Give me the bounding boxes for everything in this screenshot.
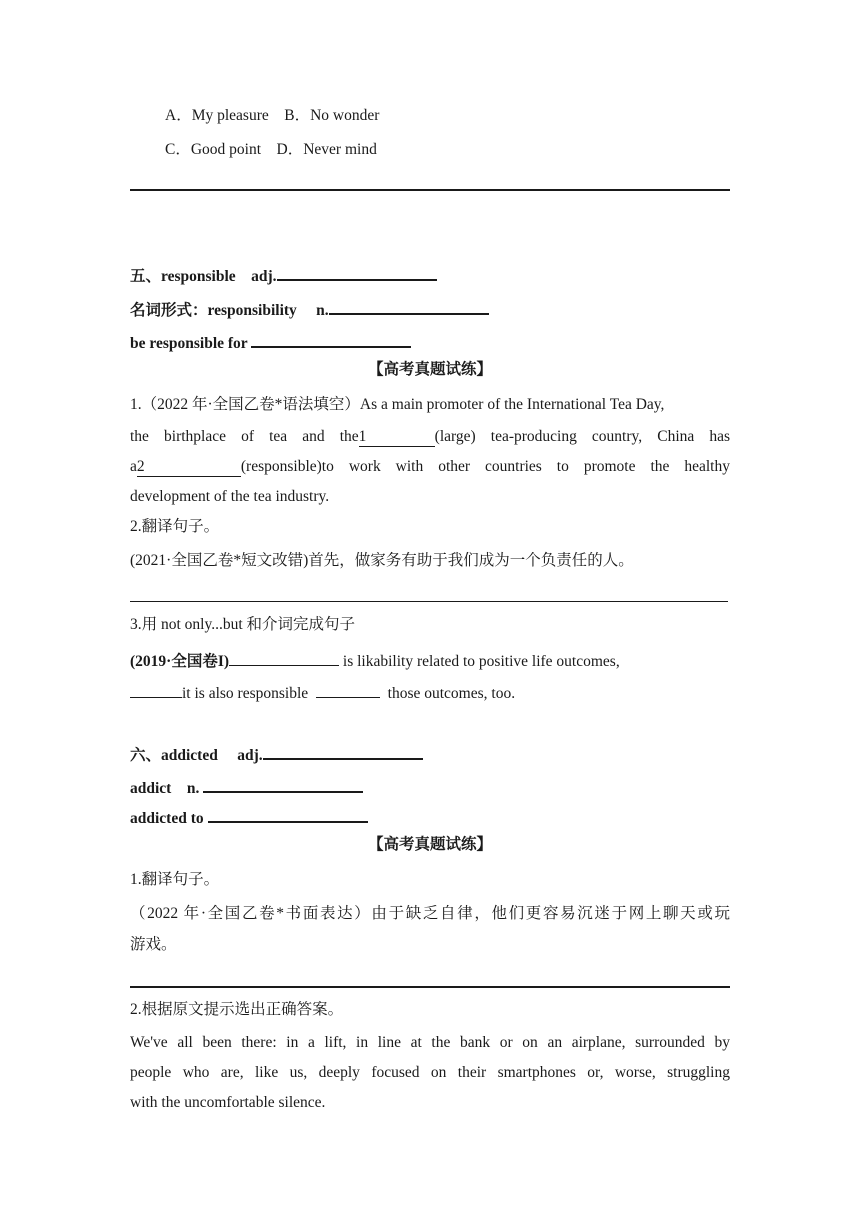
answer-blank[interactable] bbox=[208, 805, 368, 823]
answer-blank[interactable] bbox=[251, 330, 411, 348]
section5-noun-form: 名词形式：responsibility n. bbox=[130, 297, 489, 321]
section6-heading: 六、addicted adj. bbox=[130, 742, 423, 766]
section5-exercise-title: 【高考真题试练】 bbox=[367, 361, 492, 378]
section5-q1-line1: 1.（2022 年·全国乙卷*语法填空）As a main promoter of the International Tea Day, bbox=[130, 396, 665, 413]
section6-q1-line2: 游戏。 bbox=[130, 936, 177, 953]
section5-q1-line4: development of the tea industry. bbox=[130, 488, 330, 505]
answer-blank[interactable]: 2 bbox=[137, 458, 241, 477]
answer-blank[interactable] bbox=[229, 649, 339, 666]
section6-noun-form: addict n. bbox=[130, 775, 363, 799]
section6-q2-line1: We've all been there: in a lift, in line at the bank or on an airplane, surrounded by bbox=[130, 1034, 730, 1051]
divider-1 bbox=[130, 189, 730, 191]
section5-q1-line3: a2 (responsible)to work with other countries to promote the healthy bbox=[130, 458, 730, 475]
answer-blank[interactable]: 1 bbox=[359, 428, 435, 447]
section6-phrase: addicted to bbox=[130, 805, 368, 829]
choices-line-1: A．My pleasure B．No wonder bbox=[165, 107, 380, 124]
answer-blank[interactable] bbox=[316, 681, 380, 698]
section5-q2-text: (2021·全国乙卷*短文改错)首先，做家务有助于我们成为一个负责任的人。 bbox=[130, 552, 634, 569]
answer-blank[interactable] bbox=[130, 681, 182, 698]
answer-blank[interactable] bbox=[277, 263, 437, 281]
section6-q2-line3: with the uncomfortable silence. bbox=[130, 1094, 326, 1111]
section6-q1-title: 1.翻译句子。 bbox=[130, 871, 220, 888]
section5-phrase: be responsible for bbox=[130, 330, 411, 354]
section6-exercise-title: 【高考真题试练】 bbox=[367, 836, 492, 853]
answer-line[interactable] bbox=[130, 986, 730, 988]
answer-blank[interactable] bbox=[263, 742, 423, 760]
section5-q3-title: 3.用 not only...but 和介词完成句子 bbox=[130, 616, 356, 633]
answer-line[interactable] bbox=[130, 601, 728, 602]
section6-q2-line2: people who are, like us, deeply focused on their smartphones or, worse, struggling bbox=[130, 1064, 730, 1081]
section5-q3-line1: (2019·全国卷I) is likability related to positive life outcomes, bbox=[130, 649, 620, 672]
section5-heading: 五、responsible adj. bbox=[130, 263, 437, 287]
section5-q3-line2: it is also responsible those outcomes, too. bbox=[130, 681, 515, 704]
answer-blank[interactable] bbox=[203, 775, 363, 793]
choices-line-2: C．Good point D．Never mind bbox=[165, 141, 377, 158]
section5-q1-line2: the birthplace of tea and the1 (large) tea-producing country, China has bbox=[130, 428, 731, 445]
section5-q2-title: 2.翻译句子。 bbox=[130, 518, 220, 535]
section6-q2-title: 2.根据原文提示选出正确答案。 bbox=[130, 1001, 344, 1018]
answer-blank[interactable] bbox=[329, 297, 489, 315]
section6-q1-line1: （2022 年·全国乙卷*书面表达）由于缺乏自律，他们更容易沉迷于网上聊天或玩 bbox=[130, 905, 730, 922]
